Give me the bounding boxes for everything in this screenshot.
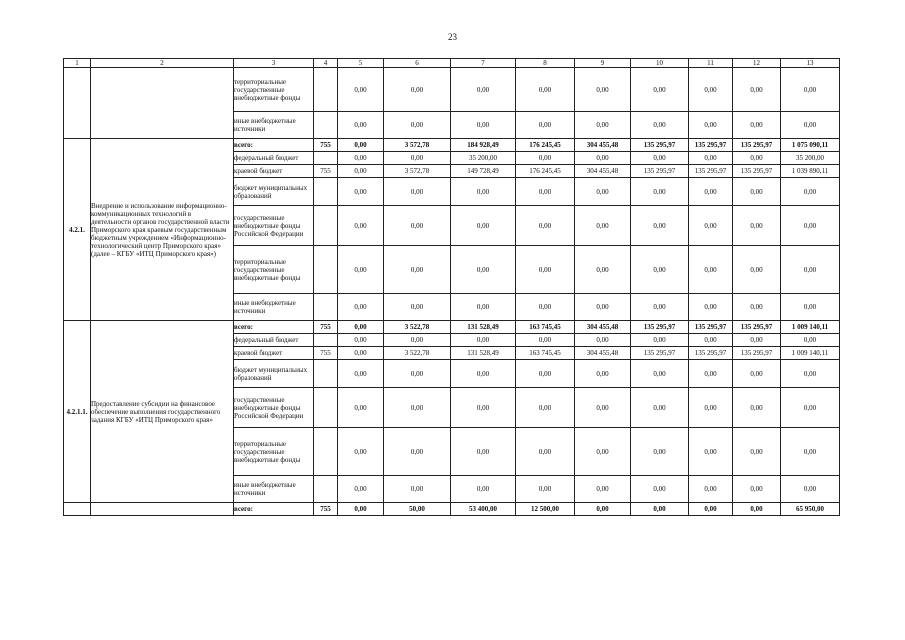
value-cell: 0,00: [631, 360, 689, 388]
funding-source: государственные внебюджетные фонды Российской Федерации: [234, 206, 314, 246]
value-cell: 0,00: [689, 334, 733, 347]
budget-code: 755: [314, 321, 338, 334]
column-header: 5: [338, 59, 384, 68]
budget-code: [314, 68, 338, 112]
value-cell: 0,00: [451, 360, 516, 388]
value-cell: 0,00: [781, 112, 840, 139]
value-cell: 0,00: [384, 112, 451, 139]
value-cell: 0,00: [338, 294, 384, 321]
item-name: [91, 68, 234, 139]
value-cell: 0,00: [733, 428, 781, 476]
item-code: [64, 68, 91, 139]
value-cell: 0,00: [733, 388, 781, 428]
budget-code: [314, 476, 338, 503]
funding-source: бюджет муниципальных образований: [234, 360, 314, 388]
value-cell: 1 039 890,11: [781, 165, 840, 178]
budget-code: [314, 246, 338, 294]
budget-code: 755: [314, 139, 338, 152]
value-cell: 0,00: [781, 476, 840, 503]
item-name: Предоставление субсидии на финансовое обеспечение выполнения государственного задания КГБУ «ИТЦ Приморского края»: [91, 321, 234, 503]
value-cell: 0,00: [689, 294, 733, 321]
column-header: 4: [314, 59, 338, 68]
value-cell: 0,00: [689, 68, 733, 112]
value-cell: 0,00: [631, 152, 689, 165]
value-cell: 0,00: [451, 388, 516, 428]
value-cell: 304 455,48: [575, 347, 631, 360]
budget-code: 755: [314, 503, 338, 516]
funding-source: федеральный бюджет: [234, 152, 314, 165]
value-cell: 0,00: [384, 246, 451, 294]
value-cell: 304 455,48: [575, 321, 631, 334]
value-cell: 135 295,97: [689, 347, 733, 360]
budget-code: 755: [314, 165, 338, 178]
value-cell: 0,00: [451, 476, 516, 503]
value-cell: 0,00: [516, 388, 575, 428]
funding-source: всего:: [234, 503, 314, 516]
budget-code: [314, 360, 338, 388]
value-cell: 0,00: [689, 476, 733, 503]
value-cell: 135 295,97: [631, 139, 689, 152]
funding-source: территориальные государственные внебюджетные фонды: [234, 68, 314, 112]
value-cell: 163 745,45: [516, 347, 575, 360]
value-cell: 0,00: [689, 206, 733, 246]
value-cell: 135 295,97: [631, 165, 689, 178]
value-cell: 0,00: [384, 476, 451, 503]
value-cell: 1 009 140,11: [781, 347, 840, 360]
value-cell: 0,00: [338, 388, 384, 428]
column-header: 13: [781, 59, 840, 68]
value-cell: 35 200,00: [451, 152, 516, 165]
value-cell: 0,00: [338, 165, 384, 178]
value-cell: 0,00: [733, 178, 781, 206]
value-cell: 0,00: [781, 68, 840, 112]
value-cell: 0,00: [631, 388, 689, 428]
value-cell: 0,00: [631, 206, 689, 246]
value-cell: 0,00: [631, 178, 689, 206]
column-header: 1: [64, 59, 91, 68]
value-cell: 135 295,97: [733, 321, 781, 334]
value-cell: 135 295,97: [689, 165, 733, 178]
value-cell: 0,00: [689, 388, 733, 428]
value-cell: 0,00: [338, 112, 384, 139]
budget-code: [314, 178, 338, 206]
value-cell: 0,00: [516, 206, 575, 246]
value-cell: 135 295,97: [689, 321, 733, 334]
value-cell: 0,00: [516, 68, 575, 112]
value-cell: 53 400,00: [451, 503, 516, 516]
header-row: [64, 59, 840, 68]
value-cell: 0,00: [631, 503, 689, 516]
funding-source: всего:: [234, 321, 314, 334]
value-cell: 0,00: [516, 246, 575, 294]
value-cell: 0,00: [781, 388, 840, 428]
value-cell: 0,00: [384, 294, 451, 321]
column-header: 9: [575, 59, 631, 68]
value-cell: 0,00: [516, 112, 575, 139]
value-cell: 304 455,48: [575, 165, 631, 178]
value-cell: 135 295,97: [631, 347, 689, 360]
item-name: [91, 503, 234, 516]
value-cell: 0,00: [631, 246, 689, 294]
value-cell: 0,00: [781, 334, 840, 347]
value-cell: 0,00: [575, 206, 631, 246]
value-cell: 135 295,97: [631, 321, 689, 334]
value-cell: 163 745,45: [516, 321, 575, 334]
value-cell: 0,00: [631, 476, 689, 503]
value-cell: 0,00: [338, 334, 384, 347]
value-cell: 0,00: [575, 503, 631, 516]
value-cell: 0,00: [338, 503, 384, 516]
value-cell: 3 572,78: [384, 139, 451, 152]
value-cell: 176 245,45: [516, 139, 575, 152]
value-cell: 0,00: [575, 152, 631, 165]
value-cell: 0,00: [338, 428, 384, 476]
value-cell: 304 455,48: [575, 139, 631, 152]
value-cell: 135 295,97: [733, 165, 781, 178]
budget-code: [314, 112, 338, 139]
value-cell: 0,00: [733, 294, 781, 321]
value-cell: 0,00: [384, 334, 451, 347]
value-cell: 149 728,49: [451, 165, 516, 178]
value-cell: 0,00: [733, 503, 781, 516]
value-cell: 0,00: [575, 334, 631, 347]
column-header: 3: [234, 59, 314, 68]
funding-source: иные внебюджетные источники: [234, 294, 314, 321]
column-header: 8: [516, 59, 575, 68]
value-cell: 0,00: [575, 476, 631, 503]
value-cell: 0,00: [781, 178, 840, 206]
funding-source: всего:: [234, 139, 314, 152]
value-cell: 12 500,00: [516, 503, 575, 516]
value-cell: 0,00: [516, 334, 575, 347]
column-header: 11: [689, 59, 733, 68]
value-cell: 0,00: [451, 428, 516, 476]
budget-code: [314, 152, 338, 165]
value-cell: 0,00: [631, 112, 689, 139]
value-cell: 0,00: [733, 334, 781, 347]
value-cell: 0,00: [384, 152, 451, 165]
funding-source: иные внебюджетные источники: [234, 112, 314, 139]
value-cell: 0,00: [733, 112, 781, 139]
table-row: [64, 321, 840, 334]
value-cell: 0,00: [338, 139, 384, 152]
value-cell: 0,00: [781, 360, 840, 388]
value-cell: 0,00: [516, 428, 575, 476]
table-row: [64, 503, 840, 516]
value-cell: 0,00: [631, 428, 689, 476]
value-cell: 50,00: [384, 503, 451, 516]
value-cell: 0,00: [451, 206, 516, 246]
value-cell: 0,00: [384, 68, 451, 112]
funding-source: краевой бюджет: [234, 347, 314, 360]
value-cell: 0,00: [451, 178, 516, 206]
value-cell: 0,00: [516, 360, 575, 388]
table-row: [64, 68, 840, 112]
page-number: 23: [448, 32, 457, 42]
funding-source: федеральный бюджет: [234, 334, 314, 347]
value-cell: 0,00: [733, 246, 781, 294]
value-cell: 0,00: [451, 68, 516, 112]
value-cell: 0,00: [451, 246, 516, 294]
value-cell: 35 200,00: [781, 152, 840, 165]
value-cell: 0,00: [631, 334, 689, 347]
funding-source: территориальные государственные внебюджетные фонды: [234, 246, 314, 294]
value-cell: 1 075 090,11: [781, 139, 840, 152]
value-cell: 0,00: [575, 360, 631, 388]
funding-source: государственные внебюджетные фонды Российской Федерации: [234, 388, 314, 428]
value-cell: 0,00: [384, 206, 451, 246]
value-cell: 0,00: [338, 68, 384, 112]
column-header: 6: [384, 59, 451, 68]
value-cell: 0,00: [575, 428, 631, 476]
value-cell: 184 928,49: [451, 139, 516, 152]
column-header: 7: [451, 59, 516, 68]
value-cell: 0,00: [384, 428, 451, 476]
value-cell: 0,00: [631, 68, 689, 112]
value-cell: 0,00: [631, 294, 689, 321]
value-cell: 0,00: [575, 294, 631, 321]
column-header: 2: [91, 59, 234, 68]
item-code: 4.2.1.: [64, 139, 91, 321]
budget-code: 755: [314, 347, 338, 360]
value-cell: 0,00: [338, 360, 384, 388]
value-cell: 0,00: [338, 476, 384, 503]
value-cell: 0,00: [689, 503, 733, 516]
funding-source: территориальные государственные внебюджетные фонды: [234, 428, 314, 476]
budget-code: [314, 206, 338, 246]
value-cell: 0,00: [384, 388, 451, 428]
value-cell: 0,00: [516, 152, 575, 165]
budget-code: [314, 334, 338, 347]
value-cell: 135 295,97: [733, 347, 781, 360]
value-cell: 131 528,49: [451, 347, 516, 360]
column-header: 12: [733, 59, 781, 68]
value-cell: 3 522,78: [384, 321, 451, 334]
value-cell: 0,00: [781, 246, 840, 294]
value-cell: 3 522,78: [384, 347, 451, 360]
value-cell: 0,00: [781, 294, 840, 321]
value-cell: 131 528,49: [451, 321, 516, 334]
value-cell: 0,00: [733, 360, 781, 388]
value-cell: 0,00: [733, 152, 781, 165]
budget-code: [314, 428, 338, 476]
value-cell: 0,00: [338, 321, 384, 334]
value-cell: 0,00: [689, 152, 733, 165]
value-cell: 65 950,00: [781, 503, 840, 516]
value-cell: 0,00: [689, 360, 733, 388]
value-cell: 3 572,78: [384, 165, 451, 178]
value-cell: 0,00: [733, 68, 781, 112]
value-cell: 0,00: [575, 178, 631, 206]
value-cell: 0,00: [781, 206, 840, 246]
column-header: 10: [631, 59, 689, 68]
value-cell: 0,00: [575, 388, 631, 428]
value-cell: 0,00: [338, 152, 384, 165]
value-cell: 0,00: [689, 246, 733, 294]
value-cell: 0,00: [689, 428, 733, 476]
value-cell: 0,00: [575, 68, 631, 112]
funding-source: иные внебюджетные источники: [234, 476, 314, 503]
budget-table: [63, 58, 840, 516]
value-cell: 0,00: [575, 246, 631, 294]
value-cell: 0,00: [451, 112, 516, 139]
item-code: [64, 503, 91, 516]
value-cell: 0,00: [733, 206, 781, 246]
budget-code: [314, 294, 338, 321]
value-cell: 0,00: [384, 360, 451, 388]
value-cell: 0,00: [689, 112, 733, 139]
value-cell: 0,00: [733, 476, 781, 503]
value-cell: 0,00: [338, 206, 384, 246]
value-cell: 0,00: [689, 178, 733, 206]
value-cell: 1 009 140,11: [781, 321, 840, 334]
value-cell: 0,00: [516, 476, 575, 503]
value-cell: 0,00: [451, 294, 516, 321]
value-cell: 176 245,45: [516, 165, 575, 178]
value-cell: 0,00: [384, 178, 451, 206]
value-cell: 135 295,97: [689, 139, 733, 152]
value-cell: 0,00: [516, 294, 575, 321]
value-cell: 0,00: [451, 334, 516, 347]
value-cell: 0,00: [338, 178, 384, 206]
table-row: [64, 139, 840, 152]
value-cell: 0,00: [575, 112, 631, 139]
funding-source: краевой бюджет: [234, 165, 314, 178]
value-cell: 0,00: [338, 246, 384, 294]
value-cell: 0,00: [781, 428, 840, 476]
item-name: Внедрение и использование информационно-коммуникационных технологий в деятельности органов государственной власти Приморского края краевым государственным бюджетным учреждением «Информационно-технологический центр Приморского края» (далее – КГБУ «ИТЦ Приморского края»): [91, 139, 234, 321]
value-cell: 135 295,97: [733, 139, 781, 152]
value-cell: 0,00: [516, 178, 575, 206]
value-cell: 0,00: [338, 347, 384, 360]
funding-source: бюджет муниципальных образований: [234, 178, 314, 206]
budget-code: [314, 388, 338, 428]
item-code: 4.2.1.1.: [64, 321, 91, 503]
